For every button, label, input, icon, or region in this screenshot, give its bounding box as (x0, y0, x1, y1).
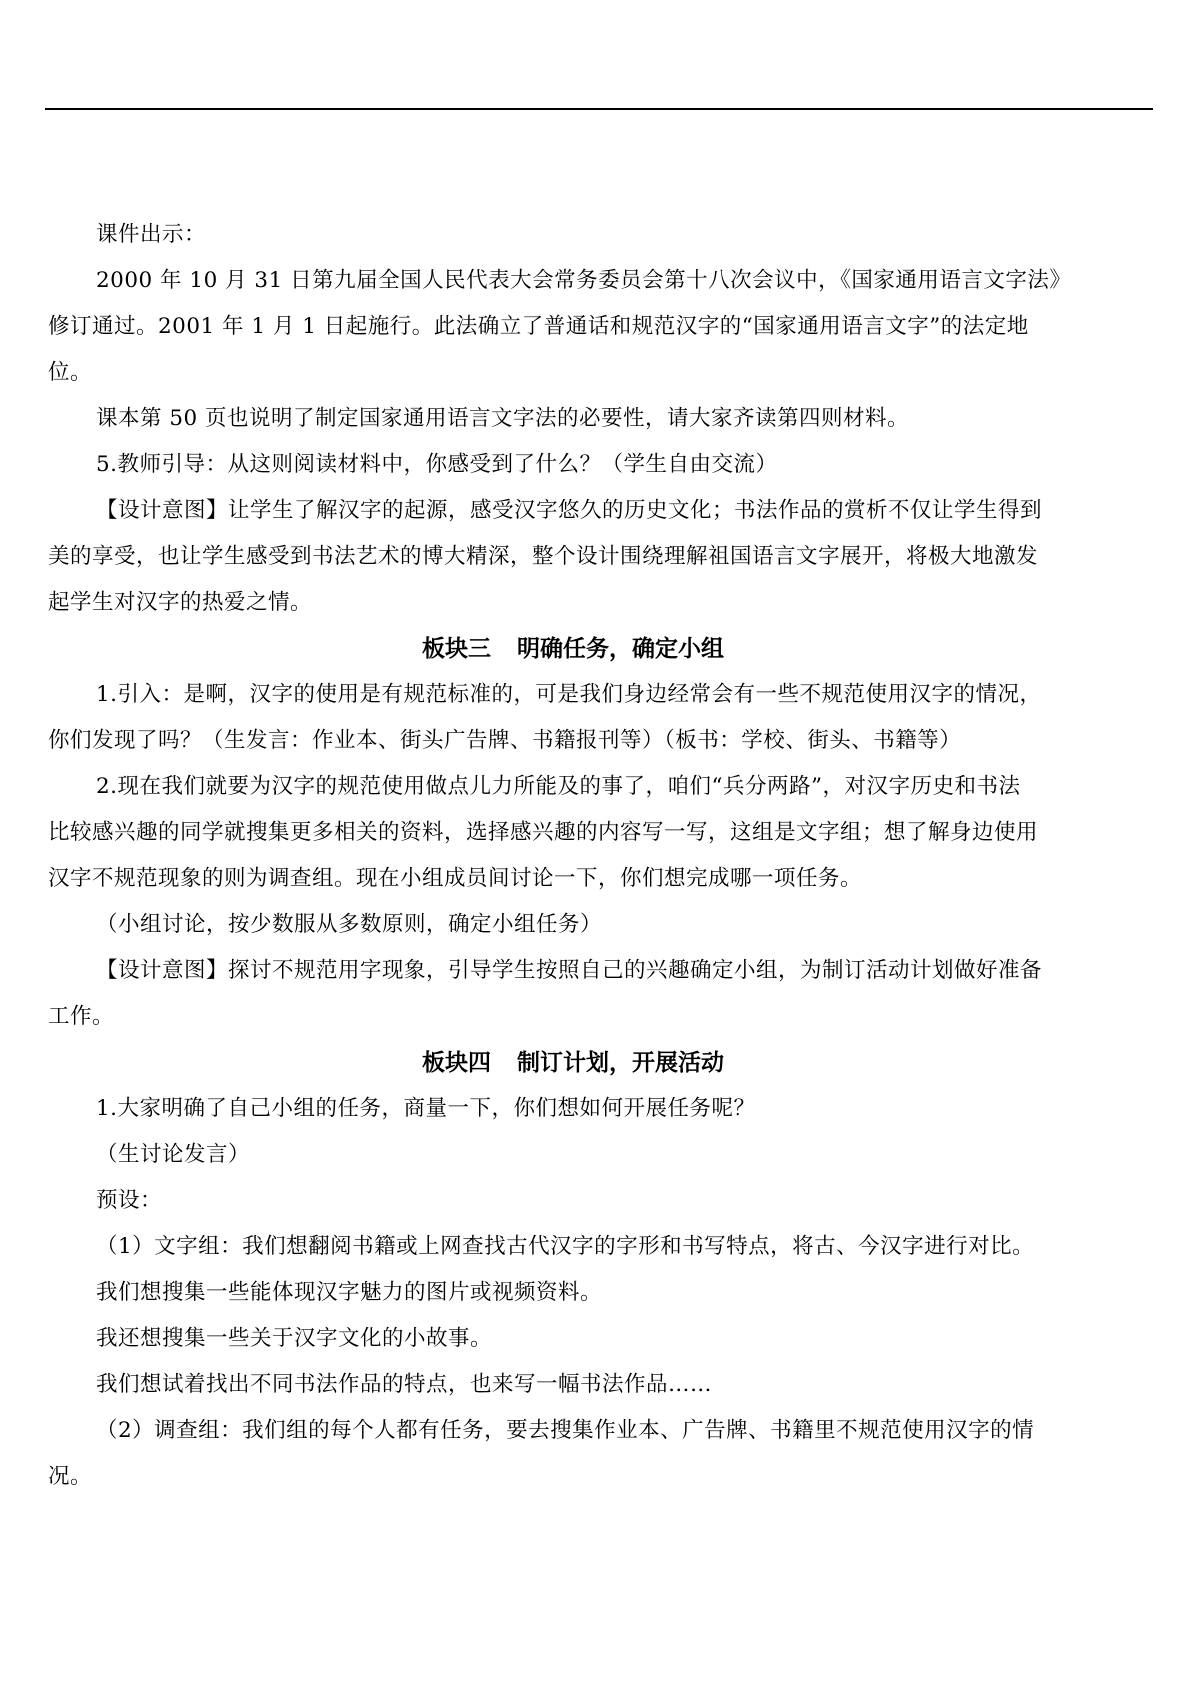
paragraph-plan-question: 1.大家明确了自己小组的任务，商量一下，你们想如何开展任务呢？ (96, 1096, 756, 1121)
document-body (48, 212, 1146, 1500)
section-heading-3 (48, 626, 1098, 672)
text-line: 你们发现了吗？（生发言：作业本、街头广告牌、书籍报刊等）（板书：学校、街头、书籍等） (48, 728, 962, 753)
header-rule (45, 108, 1153, 110)
paragraph-text-group-stories: 我还想搜集一些关于汉字文化的小故事。 (96, 1326, 493, 1351)
section-heading-4 (48, 1040, 1098, 1086)
paragraph-teacher-guide: 5.教师引导：从这则阅读材料中，你感受到了什么？（学生自由交流） (96, 452, 778, 477)
paragraph-preset-label: 预设： (96, 1188, 163, 1213)
paragraph-student-discussion: （生讨论发言） (96, 1142, 251, 1167)
section-heading-4-label: 板块四 (422, 1050, 491, 1076)
text-line: 【设计意图】让学生了解汉字的起源，感受汉字悠久的历史文化；书法作品的赏析不仅让学生得到 (96, 498, 1043, 523)
section-heading-3-title: 明确任务，确定小组 (517, 636, 724, 662)
paragraph-text-group-calligraphy: 我们想试着找出不同书法作品的特点，也来写一幅书法作品…… (96, 1372, 713, 1397)
section-heading-3-label: 板块三 (422, 636, 491, 662)
text-line: 起学生对汉字的热爱之情。 (48, 590, 313, 615)
text-line: 2000 年 10 月 31 日第九届全国人民代表大会常务委员会第十八次会议中，《国家通用语言文字法》 (96, 268, 1072, 293)
section-heading-4-title: 制订计划，开展活动 (517, 1050, 724, 1076)
paragraph-textbook-reading: 课本第 50 页也说明了制定国家通用语言文字法的必要性，请大家齐读第四则材料。 (96, 406, 910, 431)
paragraph-design-intent-2 (48, 948, 1146, 1040)
text-line: 【设计意图】探讨不规范用字现象，引导学生按照自己的兴趣确定小组，为制订活动计划做好准备 (96, 958, 1043, 983)
paragraph-group-discussion: （小组讨论，按少数服从多数原则，确定小组任务） (96, 912, 603, 937)
paragraph-text-group-images: 我们想搜集一些能体现汉字魅力的图片或视频资料。 (96, 1280, 603, 1305)
paragraph-introduction (48, 672, 1146, 764)
text-line: 1.引入：是啊，汉字的使用是有规范标准的，可是我们身边经常会有一些不规范使用汉字的情况， (96, 682, 1042, 707)
text-line: （2）调查组：我们组的每个人都有任务，要去搜集作业本、广告牌、书籍里不规范使用汉字的情 (96, 1418, 1035, 1443)
paragraph-design-intent-1 (48, 488, 1146, 626)
text-line: 工作。 (48, 1004, 115, 1029)
text-line: 修订通过。2001 年 1 月 1 日起施行。此法确立了普通话和规范汉字的“国家通用语言文字”的法定地 (48, 314, 1029, 339)
paragraph-group-split (48, 764, 1146, 902)
paragraph-text-group: （1）文字组：我们想翻阅书籍或上网查找古代汉字的字形和书写特点，将古、今汉字进行对比。 (96, 1234, 1035, 1259)
text-line: 汉字不规范现象的则为调查组。现在小组成员间讨论一下，你们想完成哪一项任务。 (48, 866, 863, 891)
paragraph-courseware-label: 课件出示： (96, 222, 207, 247)
paragraph-law-info (48, 258, 1146, 396)
paragraph-survey-group (48, 1408, 1146, 1500)
text-line: 2.现在我们就要为汉字的规范使用做点儿力所能及的事了，咱们“兵分两路”，对汉字历史和书法 (96, 774, 1021, 799)
text-line: 位。 (48, 360, 93, 385)
text-line: 美的享受，也让学生感受到书法艺术的博大精深，整个设计围绕理解祖国语言文字展开，将极大地激发 (48, 544, 1039, 569)
text-line: 况。 (48, 1464, 93, 1489)
text-line: 比较感兴趣的同学就搜集更多相关的资料，选择感兴趣的内容写一写，这组是文字组；想了解身边使用 (48, 820, 1039, 845)
